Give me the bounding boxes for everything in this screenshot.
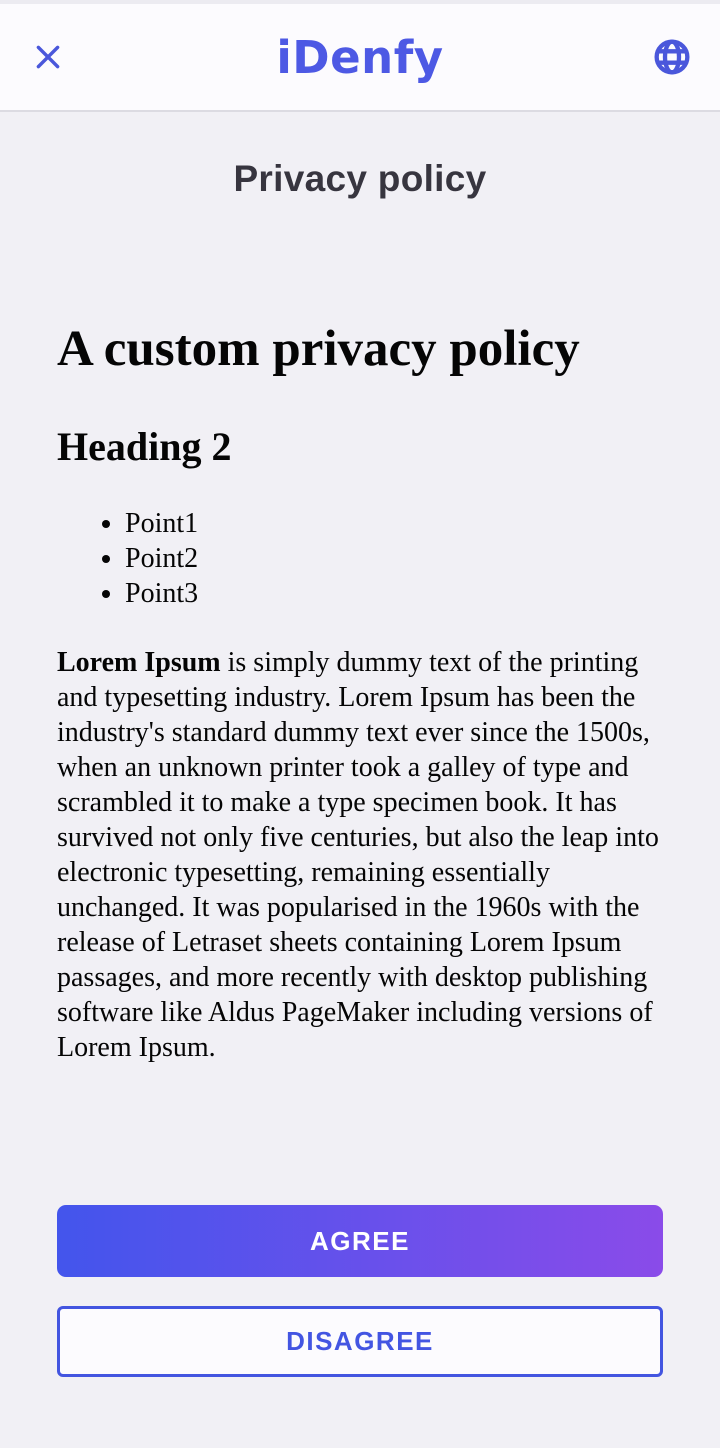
language-button[interactable] bbox=[644, 29, 700, 85]
close-button[interactable] bbox=[20, 29, 76, 85]
policy-bullet-list bbox=[57, 506, 663, 611]
paragraph-bold-lead: Lorem Ipsum bbox=[57, 646, 221, 678]
policy-heading-1: A custom privacy policy bbox=[57, 321, 580, 377]
page-title: Privacy policy bbox=[233, 158, 487, 199]
header bbox=[0, 4, 720, 112]
list-item: • Point2 bbox=[125, 541, 663, 576]
agree-button[interactable]: AGREE bbox=[57, 1205, 663, 1277]
idenfy-logo: iDenfy bbox=[276, 30, 444, 84]
policy-document bbox=[57, 320, 663, 1065]
policy-heading-2: Heading 2 bbox=[57, 423, 232, 469]
paragraph-text: is simply dummy text of the printing and typesetting industry. Lorem Ipsum has been the industry's standard dummy text ever since the 1500s, when an unknown printer took a galley of type and scrambled it to make a type specimen book. It has survived not only five centuries, but also the leap into electronic typesetting, remaining essentially unchanged. It was popularised in the 1960s with the release of Letraset sheets containing Lorem Ipsum passages, and more recently with desktop publishing software like Aldus PageMaker including versions of Lorem Ipsum. bbox=[57, 646, 659, 1063]
globe-icon bbox=[652, 37, 692, 77]
list-item: • Point3 bbox=[125, 576, 663, 611]
close-icon bbox=[31, 40, 65, 74]
action-buttons bbox=[57, 1205, 663, 1377]
policy-paragraph bbox=[57, 645, 663, 1065]
list-item: • Point1 bbox=[125, 506, 663, 541]
policy-scroll-area[interactable] bbox=[0, 158, 720, 1065]
disagree-button[interactable]: DISAGREE bbox=[57, 1306, 663, 1377]
